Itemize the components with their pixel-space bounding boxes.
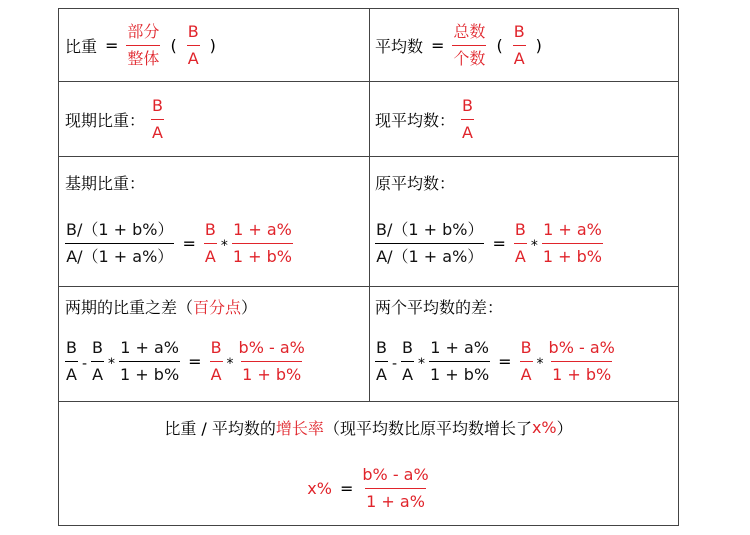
denominator: A <box>401 361 414 385</box>
equals-sign: = <box>182 233 196 253</box>
b-over-a-fraction <box>520 338 533 385</box>
numerator: B <box>513 21 525 41</box>
cell-current-average <box>369 82 678 156</box>
denominator: 1 + b% <box>119 361 180 385</box>
ratio-difference-title: 两期的比重之差（ <box>65 297 194 317</box>
denominator: A <box>513 45 526 69</box>
numerator: B <box>520 337 532 357</box>
numerator: B <box>376 337 387 357</box>
numerator: B <box>66 337 77 357</box>
equals-sign: = <box>498 351 512 371</box>
denominator: A <box>91 361 104 385</box>
numerator: B/（1 + b%） <box>376 219 484 239</box>
denominator: A <box>204 243 217 267</box>
denominator: A/（1 + a%） <box>375 243 484 267</box>
denominator: 1 + b% <box>241 361 302 385</box>
cell-average-difference <box>369 287 678 401</box>
b-over-a-fraction <box>461 96 474 143</box>
b-over-a-fraction <box>401 338 414 385</box>
equals-sign: = <box>105 35 119 55</box>
numerator: b% - a% <box>362 464 429 484</box>
b-over-a-fraction <box>204 220 217 267</box>
cell-average-definition <box>369 9 678 81</box>
numerator: B <box>402 337 414 357</box>
multiply-sign: * <box>536 356 544 372</box>
row-current <box>59 82 678 156</box>
growth-factor-fraction <box>542 220 603 267</box>
cell-ratio-definition <box>59 9 369 81</box>
minus-sign: - <box>391 356 398 372</box>
b-over-a-fraction <box>514 220 527 267</box>
total-over-count-fraction <box>452 22 486 69</box>
close-paren: ) <box>209 35 216 55</box>
denominator: A <box>520 361 533 385</box>
b-over-a-fraction <box>151 96 164 143</box>
formula-table <box>58 8 679 526</box>
numerator: b% - a% <box>548 337 615 357</box>
cell-base-average <box>369 157 678 286</box>
b-over-a-fraction <box>187 22 200 69</box>
numerator: B <box>204 219 216 239</box>
base-ratio-title: 基期比重： <box>65 173 146 193</box>
denominator: A <box>461 119 474 143</box>
numerator: B/（1 + b%） <box>66 219 174 239</box>
average-label: 平均数 <box>375 36 424 56</box>
denominator: 1 + b% <box>232 243 293 267</box>
denominator: 1 + b% <box>542 243 603 267</box>
numerator: B <box>210 337 222 357</box>
row-base-period <box>59 157 678 286</box>
denominator: 1 + a% <box>365 488 426 512</box>
difference-fraction <box>238 338 306 385</box>
numerator: B <box>187 21 199 41</box>
b-over-a-fraction <box>65 338 78 385</box>
multiply-sign: * <box>418 356 426 372</box>
cell-ratio-difference <box>59 287 369 401</box>
growth-factor-fraction <box>119 338 180 385</box>
numerator: b% - a% <box>238 337 305 357</box>
denominator: A/（1 + a%） <box>65 243 174 267</box>
row-growth-rate <box>59 402 678 525</box>
current-average-label: 现平均数： <box>375 110 456 130</box>
growth-rate-formula <box>59 458 678 518</box>
b-over-a-fraction <box>375 338 388 385</box>
equals-sign: = <box>188 351 202 371</box>
numerator: B <box>92 337 104 357</box>
base-average-title: 原平均数： <box>375 173 456 193</box>
title-part: 比重 / 平均数的 <box>164 418 276 438</box>
equals-sign: = <box>431 35 445 55</box>
equals-sign: = <box>492 233 506 253</box>
numerator: B <box>462 95 473 115</box>
open-paren: ( <box>496 35 503 55</box>
current-ratio-label: 现期比重： <box>65 110 146 130</box>
denominator: A <box>65 361 78 385</box>
numerator: 总数 <box>453 21 486 41</box>
growth-rate-title <box>59 412 678 442</box>
growth-factor-fraction <box>232 220 293 267</box>
denominator: A <box>514 243 527 267</box>
x-percent-lhs: x% <box>307 478 332 498</box>
numerator: 1 + a% <box>543 219 602 239</box>
difference-fraction <box>548 338 616 385</box>
multiply-sign: * <box>108 356 116 372</box>
minus-sign: - <box>81 356 88 372</box>
cell-current-ratio <box>59 82 369 156</box>
ratio-label: 比重 <box>65 36 98 56</box>
numerator: 1 + a% <box>120 337 179 357</box>
close-paren: ) <box>535 35 542 55</box>
part-over-whole-fraction <box>126 22 160 69</box>
title-part: ） <box>556 418 573 438</box>
numerator: 1 + a% <box>233 219 292 239</box>
cell-base-ratio <box>59 157 369 286</box>
growth-adjusted-fraction <box>65 220 175 267</box>
denominator: A <box>151 119 164 143</box>
multiply-sign: * <box>530 238 538 254</box>
average-difference-title: 两个平均数的差： <box>375 297 504 317</box>
denominator: 1 + b% <box>429 361 490 385</box>
x-percent-highlight: x% <box>531 417 557 437</box>
denominator: A <box>375 361 388 385</box>
denominator: 1 + b% <box>551 361 612 385</box>
denominator: A <box>187 45 200 69</box>
close-paren: ） <box>241 297 258 317</box>
denominator: 整体 <box>126 45 160 69</box>
growth-rate-highlight: 增长率 <box>275 418 324 438</box>
b-over-a-fraction <box>210 338 223 385</box>
denominator: 个数 <box>452 45 486 69</box>
b-over-a-fraction <box>91 338 104 385</box>
equals-sign: = <box>339 478 354 498</box>
multiply-sign: * <box>226 356 234 372</box>
numerator: 部分 <box>127 21 160 41</box>
row-difference <box>59 287 678 401</box>
growth-rate-fraction <box>361 465 429 512</box>
denominator: A <box>210 361 223 385</box>
title-part: （现平均数比原平均数增长了 <box>323 418 532 438</box>
percentage-point-text: 百分点 <box>193 297 242 317</box>
row-definitions <box>59 9 678 81</box>
multiply-sign: * <box>220 238 228 254</box>
numerator: B <box>514 219 526 239</box>
open-paren: ( <box>170 35 177 55</box>
b-over-a-fraction <box>513 22 526 69</box>
growth-adjusted-fraction <box>375 220 485 267</box>
numerator: B <box>152 95 163 115</box>
growth-factor-fraction <box>429 338 490 385</box>
numerator: 1 + a% <box>430 337 489 357</box>
